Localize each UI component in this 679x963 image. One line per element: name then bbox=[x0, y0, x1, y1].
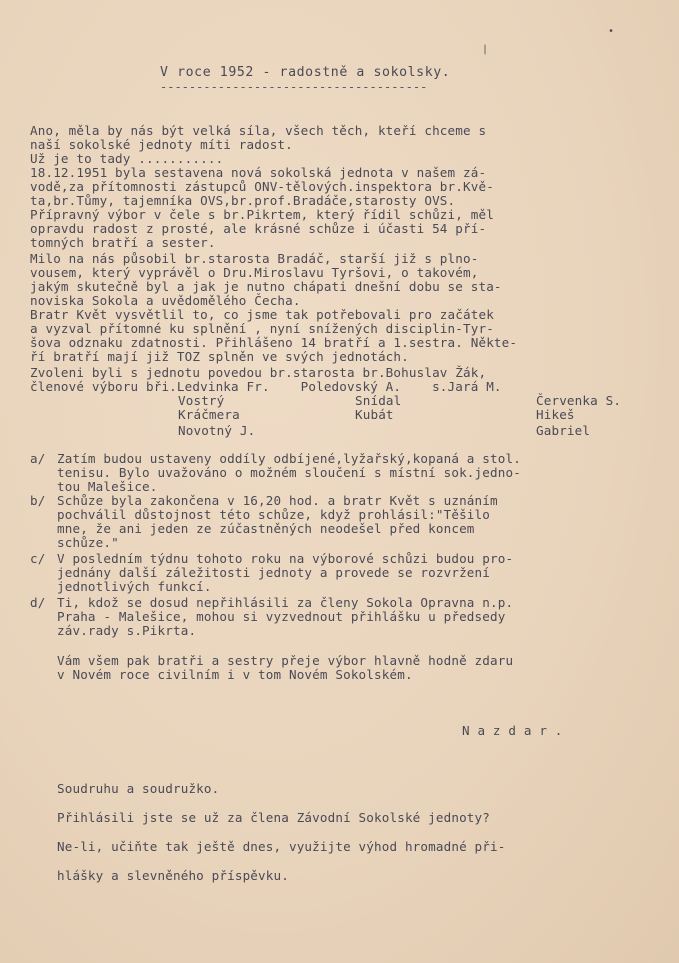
paragraph-line: vousem, který vyprávěl o Dru.Miroslavu Tyršovi, o takovém, bbox=[30, 265, 479, 280]
list-line: tenisu. Bylo uvažováno o možném sloučení s místní sok.jedno- bbox=[57, 465, 521, 480]
paragraph-line: Zvoleni byli s jednotu povedou br.starosta br.Bohuslav Žák, bbox=[30, 365, 487, 380]
paragraph-line: jakým skutečně byl a jak je nutno chápati dnešní dobu se sta- bbox=[30, 279, 502, 294]
list-line: mne, že ani jeden ze zúčastněných neodešel před koncem bbox=[57, 521, 475, 536]
paragraph-line: Bratr Květ vysvětlil to, co jsme tak potřebovali pro začátek bbox=[30, 307, 494, 322]
paragraph-line: opravdu radost z prosté, ale krásné schůze i účasti 54 pří- bbox=[30, 221, 487, 236]
committee-name: Hikeš bbox=[536, 407, 575, 422]
list-label: c/ bbox=[30, 551, 46, 566]
list-line: Schůze byla zakončena v 16,20 hod. a bratr Květ s uznáním bbox=[57, 493, 498, 508]
paragraph-line: Ano, měla by nás být velká síla, všech těch, kteří chceme s bbox=[30, 123, 487, 138]
list-line: Ti, kdož se dosud nepřihlásili za členy Sokola Opravna n.p. bbox=[57, 595, 514, 610]
list-line: jednány další záležitosti jednoty a provede se rozvržení bbox=[57, 565, 490, 580]
paragraph-line: vodě,za přítomnosti zástupců ONV-tělových.inspektora br.Kvě- bbox=[30, 179, 494, 194]
appeal-line: hlášky a slevněného příspěvku. bbox=[57, 868, 289, 883]
committee-name: Vostrý bbox=[178, 393, 225, 408]
list-label: d/ bbox=[30, 595, 46, 610]
committee-name: Kubát bbox=[355, 407, 394, 422]
paragraph-line: naší sokolské jednoty míti radost. bbox=[30, 137, 293, 152]
closing-line: v Novém roce civilním i v tom Novém Sokolském. bbox=[57, 667, 413, 682]
list-line: Praha - Malešice, mohou si vyzvednout přihlášku u předsedy bbox=[57, 609, 506, 624]
committee-name: Gabriel bbox=[536, 423, 591, 438]
paragraph-line: tomných bratří a sester. bbox=[30, 235, 216, 250]
ink-speck: | bbox=[482, 44, 489, 55]
paragraph-line: 18.12.1951 byla sestavena nová sokolská jednota v našem zá- bbox=[30, 165, 487, 180]
paragraph-line: ta,br.Tůmy, tajemníka OVS,br.prof.Bradáče,starosty OVS. bbox=[30, 193, 456, 208]
paragraph-line: členové výboru bři.Ledvinka Fr. Poledovský A. s.Jará M. bbox=[30, 379, 502, 394]
list-line: jednotlivých funkcí. bbox=[57, 579, 212, 594]
appeal-line: Přihlásili jste se už za člena Závodní Sokolské jednoty? bbox=[57, 810, 490, 825]
ink-speck: • bbox=[608, 26, 615, 37]
title-underline: ------------------------------------- bbox=[160, 80, 428, 94]
committee-name: Červenka S. bbox=[536, 393, 622, 408]
paragraph-line: Milo na nás působil br.starosta Bradáč, starší již s ⁠plno- bbox=[30, 251, 479, 266]
list-label: b/ bbox=[30, 493, 46, 508]
committee-name: Snídal bbox=[355, 393, 402, 408]
list-line: záv.rady s.Pikrta. bbox=[57, 623, 197, 638]
signoff: N a z d a r . bbox=[462, 723, 563, 738]
list-line: schůze." bbox=[57, 535, 119, 550]
list-label: a/ bbox=[30, 451, 46, 466]
paragraph-line: Už je to tady ........... bbox=[30, 151, 224, 166]
closing-line: Vám všem pak bratři a sestry přeje výbor hlavně hodně zdaru bbox=[57, 653, 514, 668]
paragraph-line: noviska Sokola a uvědomělého Čecha. bbox=[30, 293, 301, 308]
paragraph-line: a vyzval přítomné ku splnění , nyní snížených disciplin-Tyr- bbox=[30, 321, 494, 336]
list-line: tou Malešice. bbox=[57, 479, 158, 494]
committee-name: Novotný J. bbox=[178, 423, 256, 438]
appeal-line: Soudruhu a soudružko. bbox=[57, 781, 220, 796]
paragraph-line: ří bratří mají již TOZ splněn ve svých jednotách. bbox=[30, 349, 409, 364]
list-line: pochválil důstojnost této schůze, když prohlásil:"Těšilo bbox=[57, 507, 490, 522]
paragraph-line: Přípravný výbor v čele s br.Pikrtem, který řídil schůzi, měl bbox=[30, 207, 494, 222]
page-title: V roce 1952 - radostně a sokolsky. bbox=[160, 65, 451, 80]
appeal-line: Ne-li, učiňte tak ještě dnes, využijte výhod hromadné při- bbox=[57, 839, 506, 854]
paragraph-line: šova odznaku zdatnosti. Přihlášeno 14 bratří a 1.sestra. Někte- bbox=[30, 335, 518, 350]
list-line: V posledním týdnu tohoto roku na výborové schůzi budou pro- bbox=[57, 551, 514, 566]
list-line: Zatím budou ustaveny oddíly odbíjené,lyžařský,kopaná a stol. bbox=[57, 451, 521, 466]
committee-name: Kráčmera bbox=[178, 407, 240, 422]
